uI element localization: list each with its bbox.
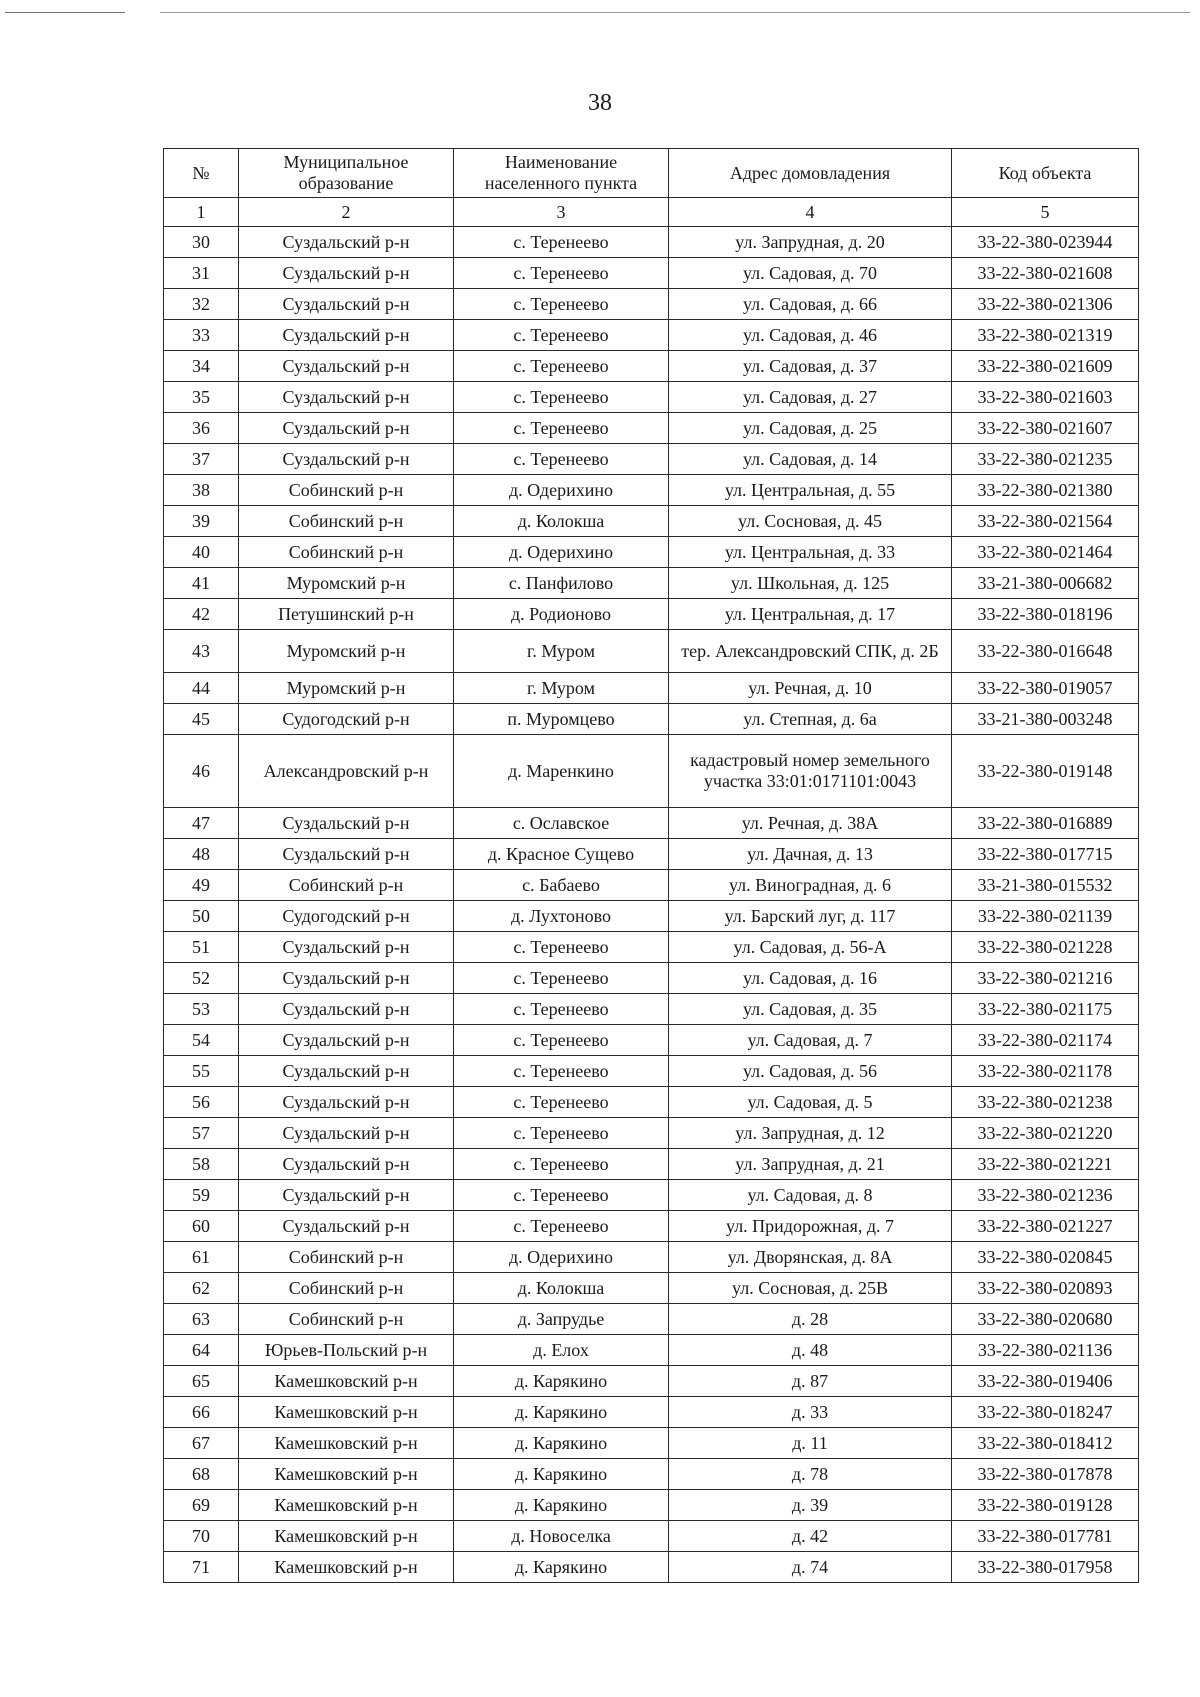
cell-number: 69	[164, 1490, 239, 1521]
cell-municipality: Суздальский р-н	[239, 258, 454, 289]
cell-municipality: Суздальский р-н	[239, 382, 454, 413]
cell-number: 68	[164, 1459, 239, 1490]
cell-settlement: с. Теренеево	[454, 1025, 669, 1056]
cell-municipality: Собинский р-н	[239, 1273, 454, 1304]
cell-number: 33	[164, 320, 239, 351]
table-row	[164, 1149, 1139, 1180]
cell-number: 62	[164, 1273, 239, 1304]
cell-municipality: Суздальский р-н	[239, 1087, 454, 1118]
cell-settlement: с. Теренеево	[454, 444, 669, 475]
cell-municipality: Суздальский р-н	[239, 1180, 454, 1211]
cell-number: 37	[164, 444, 239, 475]
cell-settlement: с. Теренеево	[454, 351, 669, 382]
cell-number: 60	[164, 1211, 239, 1242]
table-row	[164, 444, 1139, 475]
cell-municipality: Суздальский р-н	[239, 1118, 454, 1149]
cell-number: 65	[164, 1366, 239, 1397]
cell-object-code: 33-22-380-021236	[952, 1180, 1139, 1211]
cell-address: ул. Запрудная, д. 12	[669, 1118, 952, 1149]
cell-municipality: Суздальский р-н	[239, 351, 454, 382]
cell-municipality: Суздальский р-н	[239, 1025, 454, 1056]
cell-object-code: 33-22-380-017715	[952, 839, 1139, 870]
cell-address: ул. Садовая, д. 5	[669, 1087, 952, 1118]
table-row	[164, 320, 1139, 351]
cell-municipality: Суздальский р-н	[239, 320, 454, 351]
cell-address: ул. Центральная, д. 55	[669, 475, 952, 506]
cell-object-code: 33-22-380-021174	[952, 1025, 1139, 1056]
table-row	[164, 735, 1139, 808]
cell-settlement: с. Теренеево	[454, 258, 669, 289]
cell-object-code: 33-22-380-019128	[952, 1490, 1139, 1521]
registry-table	[163, 148, 1139, 1583]
cell-settlement: д. Карякино	[454, 1552, 669, 1583]
cell-settlement: с. Теренеево	[454, 382, 669, 413]
table-row	[164, 1335, 1139, 1366]
table-row	[164, 227, 1139, 258]
cell-object-code: 33-22-380-023944	[952, 227, 1139, 258]
cell-object-code: 33-22-380-021227	[952, 1211, 1139, 1242]
cell-address: ул. Сосновая, д. 45	[669, 506, 952, 537]
cell-object-code: 33-22-380-021136	[952, 1335, 1139, 1366]
table-body	[164, 227, 1139, 1583]
table-row	[164, 1366, 1139, 1397]
table-row	[164, 704, 1139, 735]
cell-address: ул. Запрудная, д. 21	[669, 1149, 952, 1180]
cell-municipality: Петушинский р-н	[239, 599, 454, 630]
page-number: 38	[588, 90, 612, 116]
cell-municipality: Судогодский р-н	[239, 901, 454, 932]
cell-number: 67	[164, 1428, 239, 1459]
scan-edge-line	[160, 12, 1190, 13]
cell-object-code: 33-22-380-019406	[952, 1366, 1139, 1397]
cell-settlement: д. Карякино	[454, 1366, 669, 1397]
column-number-row	[164, 198, 1139, 227]
cell-number: 49	[164, 870, 239, 901]
cell-settlement: д. Запрудье	[454, 1304, 669, 1335]
cell-municipality: Муромский р-н	[239, 673, 454, 704]
cell-municipality: Судогодский р-н	[239, 704, 454, 735]
cell-number: 58	[164, 1149, 239, 1180]
table-row	[164, 1428, 1139, 1459]
cell-settlement: д. Карякино	[454, 1459, 669, 1490]
cell-address: д. 33	[669, 1397, 952, 1428]
cell-number: 48	[164, 839, 239, 870]
cell-municipality: Александровский р-н	[239, 735, 454, 808]
cell-address: ул. Садовая, д. 14	[669, 444, 952, 475]
cell-number: 40	[164, 537, 239, 568]
cell-address: ул. Барский луг, д. 117	[669, 901, 952, 932]
cell-address: кадастровый номер земельного участка 33:01:0171101:0043	[669, 735, 952, 808]
cell-municipality: Муромский р-н	[239, 630, 454, 673]
cell-number: 56	[164, 1087, 239, 1118]
cell-object-code: 33-22-380-019057	[952, 673, 1139, 704]
cell-object-code: 33-22-380-021228	[952, 932, 1139, 963]
column-number-cell: 2	[239, 198, 454, 227]
cell-number: 50	[164, 901, 239, 932]
cell-settlement: д. Одерихино	[454, 475, 669, 506]
cell-object-code: 33-22-380-020845	[952, 1242, 1139, 1273]
cell-address: ул. Виноградная, д. 6	[669, 870, 952, 901]
cell-settlement: с. Теренеево	[454, 932, 669, 963]
cell-municipality: Суздальский р-н	[239, 289, 454, 320]
cell-address: ул. Садовая, д. 27	[669, 382, 952, 413]
cell-address: ул. Садовая, д. 35	[669, 994, 952, 1025]
cell-address: ул. Речная, д. 38А	[669, 808, 952, 839]
table-row	[164, 901, 1139, 932]
cell-municipality: Собинский р-н	[239, 870, 454, 901]
cell-number: 35	[164, 382, 239, 413]
cell-settlement: д. Карякино	[454, 1428, 669, 1459]
cell-address: д. 39	[669, 1490, 952, 1521]
table-row	[164, 870, 1139, 901]
cell-number: 45	[164, 704, 239, 735]
cell-municipality: Камешковский р-н	[239, 1366, 454, 1397]
cell-settlement: д. Карякино	[454, 1490, 669, 1521]
cell-object-code: 33-21-380-003248	[952, 704, 1139, 735]
cell-address: д. 48	[669, 1335, 952, 1366]
cell-municipality: Юрьев-Польский р-н	[239, 1335, 454, 1366]
cell-object-code: 33-22-380-021175	[952, 994, 1139, 1025]
table-row	[164, 963, 1139, 994]
cell-address: ул. Садовая, д. 8	[669, 1180, 952, 1211]
table-row	[164, 1118, 1139, 1149]
cell-number: 36	[164, 413, 239, 444]
cell-address: ул. Садовая, д. 25	[669, 413, 952, 444]
cell-municipality: Суздальский р-н	[239, 1149, 454, 1180]
cell-address: ул. Садовая, д. 16	[669, 963, 952, 994]
cell-address: ул. Запрудная, д. 20	[669, 227, 952, 258]
cell-address: тер. Александровский СПК, д. 2Б	[669, 630, 952, 673]
cell-settlement: с. Теренеево	[454, 289, 669, 320]
cell-settlement: с. Теренеево	[454, 1087, 669, 1118]
table-row	[164, 1459, 1139, 1490]
cell-object-code: 33-22-380-020893	[952, 1273, 1139, 1304]
cell-municipality: Камешковский р-н	[239, 1397, 454, 1428]
cell-address: ул. Садовая, д. 46	[669, 320, 952, 351]
cell-municipality: Камешковский р-н	[239, 1459, 454, 1490]
cell-number: 47	[164, 808, 239, 839]
cell-municipality: Камешковский р-н	[239, 1552, 454, 1583]
header-cell-number: №	[164, 149, 239, 198]
cell-address: ул. Садовая, д. 37	[669, 351, 952, 382]
scan-edge-line	[5, 12, 125, 13]
cell-settlement: д. Родионово	[454, 599, 669, 630]
cell-settlement: с. Теренеево	[454, 1118, 669, 1149]
table-row	[164, 1087, 1139, 1118]
cell-address: ул. Садовая, д. 70	[669, 258, 952, 289]
cell-settlement: с. Теренеево	[454, 1056, 669, 1087]
cell-address: ул. Центральная, д. 33	[669, 537, 952, 568]
column-number-cell: 3	[454, 198, 669, 227]
cell-settlement: с. Теренеево	[454, 227, 669, 258]
cell-address: ул. Школьная, д. 125	[669, 568, 952, 599]
cell-number: 66	[164, 1397, 239, 1428]
cell-settlement: д. Елох	[454, 1335, 669, 1366]
table-row	[164, 289, 1139, 320]
cell-municipality: Собинский р-н	[239, 1242, 454, 1273]
header-cell-municipality: Муниципальное образование	[239, 149, 454, 198]
cell-municipality: Камешковский р-н	[239, 1490, 454, 1521]
cell-number: 31	[164, 258, 239, 289]
cell-address: ул. Степная, д. 6а	[669, 704, 952, 735]
cell-object-code: 33-22-380-019148	[952, 735, 1139, 808]
header-row	[164, 149, 1139, 198]
cell-municipality: Камешковский р-н	[239, 1521, 454, 1552]
table-row	[164, 1521, 1139, 1552]
table-row	[164, 808, 1139, 839]
cell-settlement: п. Муромцево	[454, 704, 669, 735]
table-row	[164, 1552, 1139, 1583]
table-row	[164, 839, 1139, 870]
cell-settlement: д. Карякино	[454, 1397, 669, 1428]
table-row	[164, 1397, 1139, 1428]
cell-address: ул. Речная, д. 10	[669, 673, 952, 704]
cell-object-code: 33-22-380-021319	[952, 320, 1139, 351]
cell-number: 41	[164, 568, 239, 599]
table-row	[164, 413, 1139, 444]
cell-number: 52	[164, 963, 239, 994]
cell-settlement: д. Колокша	[454, 1273, 669, 1304]
cell-object-code: 33-22-380-017958	[952, 1552, 1139, 1583]
cell-address: ул. Придорожная, д. 7	[669, 1211, 952, 1242]
cell-object-code: 33-22-380-021564	[952, 506, 1139, 537]
cell-object-code: 33-22-380-018196	[952, 599, 1139, 630]
header-cell-object-code: Код объекта	[952, 149, 1139, 198]
cell-number: 46	[164, 735, 239, 808]
cell-address: д. 42	[669, 1521, 952, 1552]
cell-number: 53	[164, 994, 239, 1025]
cell-number: 54	[164, 1025, 239, 1056]
table-row	[164, 506, 1139, 537]
cell-number: 34	[164, 351, 239, 382]
cell-municipality: Суздальский р-н	[239, 963, 454, 994]
cell-settlement: с. Бабаево	[454, 870, 669, 901]
table-row	[164, 1490, 1139, 1521]
cell-municipality: Собинский р-н	[239, 537, 454, 568]
cell-municipality: Собинский р-н	[239, 506, 454, 537]
cell-object-code: 33-22-380-021220	[952, 1118, 1139, 1149]
cell-number: 38	[164, 475, 239, 506]
cell-number: 44	[164, 673, 239, 704]
cell-object-code: 33-21-380-015532	[952, 870, 1139, 901]
cell-object-code: 33-22-380-021607	[952, 413, 1139, 444]
cell-settlement: д. Новоселка	[454, 1521, 669, 1552]
cell-settlement: д. Лухтоново	[454, 901, 669, 932]
cell-address: ул. Дворянская, д. 8А	[669, 1242, 952, 1273]
cell-municipality: Суздальский р-н	[239, 839, 454, 870]
cell-settlement: с. Теренеево	[454, 1180, 669, 1211]
cell-object-code: 33-22-380-018412	[952, 1428, 1139, 1459]
cell-number: 70	[164, 1521, 239, 1552]
cell-settlement: д. Одерихино	[454, 537, 669, 568]
cell-settlement: д. Колокша	[454, 506, 669, 537]
cell-municipality: Суздальский р-н	[239, 994, 454, 1025]
table-row	[164, 1211, 1139, 1242]
cell-address: ул. Дачная, д. 13	[669, 839, 952, 870]
cell-object-code: 33-22-380-021464	[952, 537, 1139, 568]
cell-object-code: 33-22-380-021306	[952, 289, 1139, 320]
cell-object-code: 33-22-380-017878	[952, 1459, 1139, 1490]
cell-object-code: 33-22-380-021380	[952, 475, 1139, 506]
table-row	[164, 630, 1139, 673]
cell-address: ул. Сосновая, д. 25В	[669, 1273, 952, 1304]
cell-number: 63	[164, 1304, 239, 1335]
table-row	[164, 1056, 1139, 1087]
cell-number: 61	[164, 1242, 239, 1273]
cell-address: д. 11	[669, 1428, 952, 1459]
column-number-cell: 5	[952, 198, 1139, 227]
table-row	[164, 1025, 1139, 1056]
column-number-cell: 4	[669, 198, 952, 227]
table-row	[164, 1242, 1139, 1273]
cell-municipality: Камешковский р-н	[239, 1428, 454, 1459]
cell-address: ул. Садовая, д. 66	[669, 289, 952, 320]
cell-number: 42	[164, 599, 239, 630]
table-row	[164, 932, 1139, 963]
cell-object-code: 33-22-380-016889	[952, 808, 1139, 839]
cell-object-code: 33-22-380-021216	[952, 963, 1139, 994]
cell-settlement: г. Муром	[454, 630, 669, 673]
header-cell-settlement: Наименование населенного пункта	[454, 149, 669, 198]
cell-settlement: с. Ославское	[454, 808, 669, 839]
cell-address: д. 28	[669, 1304, 952, 1335]
cell-number: 55	[164, 1056, 239, 1087]
cell-number: 59	[164, 1180, 239, 1211]
table-row	[164, 1273, 1139, 1304]
cell-address: ул. Садовая, д. 7	[669, 1025, 952, 1056]
table-row	[164, 568, 1139, 599]
table-row	[164, 382, 1139, 413]
cell-settlement: с. Теренеево	[454, 963, 669, 994]
cell-municipality: Собинский р-н	[239, 475, 454, 506]
cell-municipality: Суздальский р-н	[239, 444, 454, 475]
cell-object-code: 33-22-380-021608	[952, 258, 1139, 289]
cell-number: 32	[164, 289, 239, 320]
cell-object-code: 33-22-380-020680	[952, 1304, 1139, 1335]
table-row	[164, 673, 1139, 704]
table-row	[164, 475, 1139, 506]
cell-object-code: 33-22-380-021139	[952, 901, 1139, 932]
cell-municipality: Суздальский р-н	[239, 413, 454, 444]
cell-address: д. 87	[669, 1366, 952, 1397]
table-row	[164, 994, 1139, 1025]
cell-number: 43	[164, 630, 239, 673]
cell-object-code: 33-21-380-006682	[952, 568, 1139, 599]
cell-municipality: Суздальский р-н	[239, 1056, 454, 1087]
cell-object-code: 33-22-380-021603	[952, 382, 1139, 413]
cell-address: ул. Садовая, д. 56-А	[669, 932, 952, 963]
cell-object-code: 33-22-380-021235	[952, 444, 1139, 475]
cell-municipality: Суздальский р-н	[239, 932, 454, 963]
cell-settlement: д. Маренкино	[454, 735, 669, 808]
cell-object-code: 33-22-380-021609	[952, 351, 1139, 382]
scan-edge	[0, 0, 1200, 22]
cell-address: д. 74	[669, 1552, 952, 1583]
cell-address: д. 78	[669, 1459, 952, 1490]
cell-object-code: 33-22-380-021221	[952, 1149, 1139, 1180]
cell-settlement: с. Теренеево	[454, 320, 669, 351]
cell-object-code: 33-22-380-018247	[952, 1397, 1139, 1428]
cell-settlement: с. Теренеево	[454, 994, 669, 1025]
cell-settlement: с. Теренеево	[454, 1149, 669, 1180]
table-row	[164, 258, 1139, 289]
cell-number: 39	[164, 506, 239, 537]
table-row	[164, 351, 1139, 382]
header-cell-address: Адрес домовладения	[669, 149, 952, 198]
cell-number: 57	[164, 1118, 239, 1149]
table-row	[164, 1180, 1139, 1211]
cell-object-code: 33-22-380-021238	[952, 1087, 1139, 1118]
cell-object-code: 33-22-380-021178	[952, 1056, 1139, 1087]
cell-settlement: с. Теренеево	[454, 1211, 669, 1242]
cell-settlement: с. Теренеево	[454, 413, 669, 444]
cell-settlement: д. Красное Сущево	[454, 839, 669, 870]
cell-settlement: с. Панфилово	[454, 568, 669, 599]
table-row	[164, 537, 1139, 568]
cell-address: ул. Центральная, д. 17	[669, 599, 952, 630]
cell-municipality: Собинский р-н	[239, 1304, 454, 1335]
cell-municipality: Суздальский р-н	[239, 1211, 454, 1242]
cell-settlement: г. Муром	[454, 673, 669, 704]
cell-number: 30	[164, 227, 239, 258]
cell-number: 64	[164, 1335, 239, 1366]
cell-object-code: 33-22-380-017781	[952, 1521, 1139, 1552]
cell-number: 71	[164, 1552, 239, 1583]
cell-settlement: д. Одерихино	[454, 1242, 669, 1273]
cell-object-code: 33-22-380-016648	[952, 630, 1139, 673]
cell-municipality: Суздальский р-н	[239, 227, 454, 258]
table-row	[164, 599, 1139, 630]
cell-municipality: Суздальский р-н	[239, 808, 454, 839]
column-number-cell: 1	[164, 198, 239, 227]
cell-number: 51	[164, 932, 239, 963]
cell-municipality: Муромский р-н	[239, 568, 454, 599]
cell-address: ул. Садовая, д. 56	[669, 1056, 952, 1087]
table-row	[164, 1304, 1139, 1335]
